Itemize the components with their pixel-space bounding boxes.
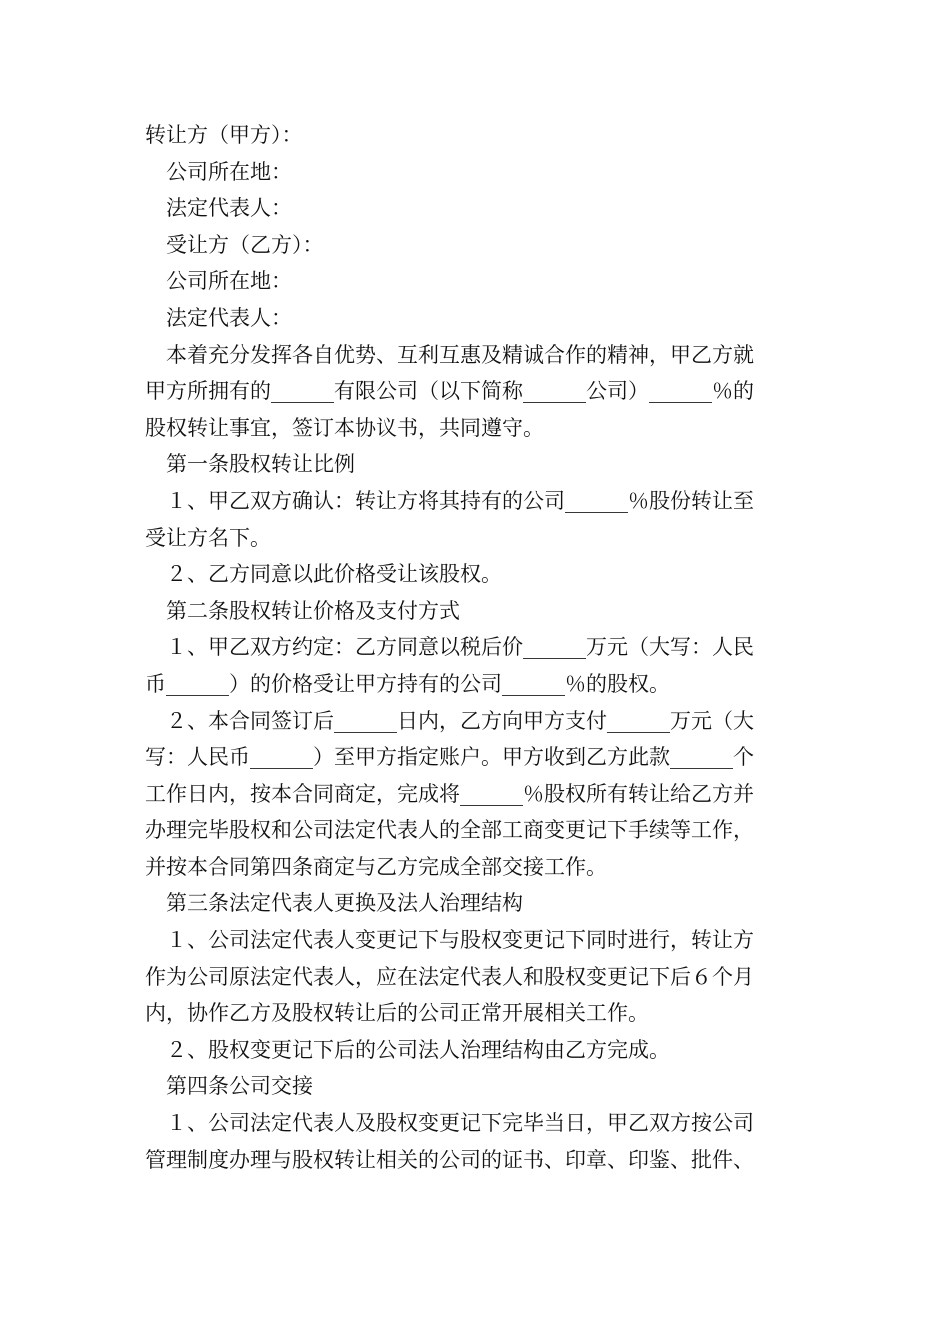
paragraph-line: 工作日内，按本合同商定，完成将______％股权所有转让给乙方并: [145, 781, 754, 806]
document-body: [145, 117, 807, 1178]
paragraph-line: 法定代表人：: [145, 305, 292, 330]
paragraph-line: 作为公司原法定代表人，应在法定代表人和股权变更记下后６个月: [145, 964, 754, 989]
paragraph-line: 股权转让事宜，签订本协议书，共同遵守。: [145, 415, 544, 440]
paragraph-line: 写：人民币______）至甲方指定账户。甲方收到乙方此款______个: [145, 745, 754, 770]
paragraph-line: 币______）的价格受让甲方持有的公司______％的股权。: [145, 671, 670, 696]
paragraph-line: 转让方（甲方）：: [145, 123, 303, 147]
paragraph-line: ２、乙方同意以此价格受让该股权。: [145, 562, 502, 587]
paragraph-line: 管理制度办理与股权转让相关的公司的证书、印章、印鉴、批件、: [145, 1147, 754, 1172]
paragraph-line: 内，协作乙方及股权转让后的公司正常开展相关工作。: [145, 1001, 649, 1026]
paragraph-line: １、甲乙双方确认：转让方将其持有的公司______％股份转让至: [145, 488, 754, 513]
paragraph-line: ２、本合同签订后______日内，乙方向甲方支付______万元（大: [145, 708, 754, 733]
paragraph-line: 受让方名下。: [145, 525, 271, 550]
section-heading: 第四条公司交接: [145, 1074, 313, 1099]
section-heading: 第二条股权转让价格及支付方式: [145, 598, 460, 623]
paragraph-line: 本着充分发挥各自优势、互利互惠及精诚合作的精神，甲乙方就: [145, 342, 754, 367]
paragraph-line: １、公司法定代表人变更记下与股权变更记下同时进行，转让方: [145, 928, 754, 953]
paragraph-line: 甲方所拥有的______有限公司（以下简称______公司）______％的: [145, 379, 754, 404]
paragraph-line: ２、股权变更记下后的公司法人治理结构由乙方完成。: [145, 1037, 670, 1062]
paragraph-line: 并按本合同第四条商定与乙方完成全部交接工作。: [145, 854, 607, 879]
paragraph-line: 受让方（乙方）：: [145, 232, 324, 257]
section-heading: 第三条法定代表人更换及法人治理结构: [145, 891, 523, 916]
paragraph-line: 法定代表人：: [145, 196, 292, 221]
paragraph-line: 办理完毕股权和公司法定代表人的全部工商变更记下手续等工作，: [145, 818, 754, 843]
paragraph-line: １、甲乙双方约定：乙方同意以税后价______万元（大写：人民: [145, 635, 754, 660]
paragraph-line: 公司所在地：: [145, 269, 292, 294]
section-heading: 第一条股权转让比例: [145, 452, 355, 477]
paragraph-line: 公司所在地：: [145, 159, 292, 184]
paragraph-line: １、公司法定代表人及股权变更记下完毕当日，甲乙双方按公司: [145, 1111, 754, 1136]
